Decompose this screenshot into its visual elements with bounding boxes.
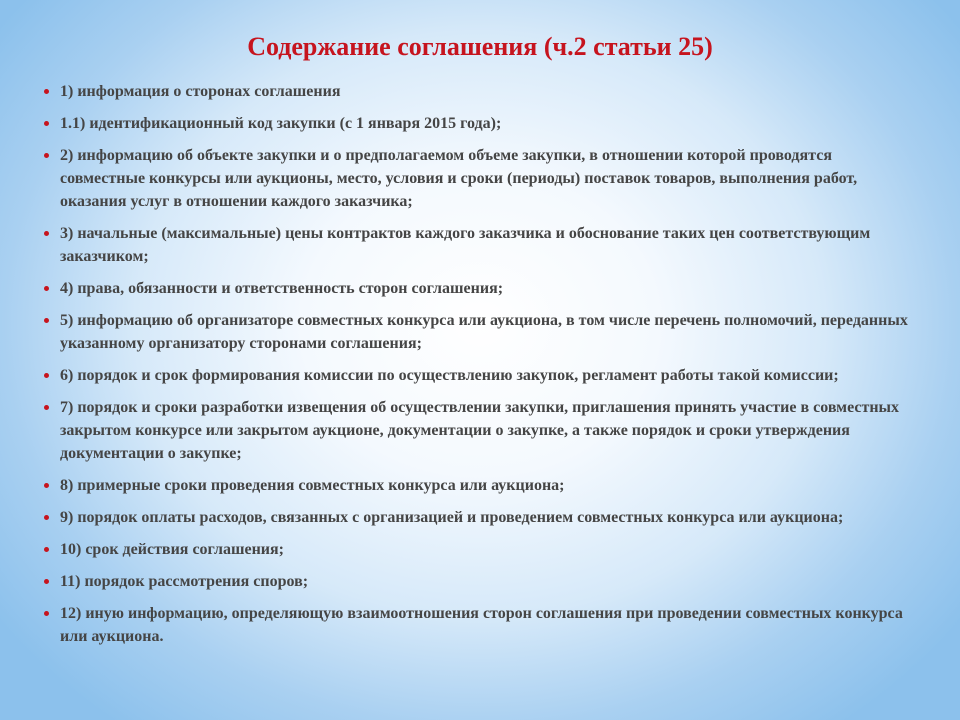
bullet-dot-icon [44,611,49,616]
list-item [40,80,920,103]
list-item-text: 5) информацию об организаторе совместных конкурса или аукциона, в том числе перечень полномочий, переданных указанному организатору сторонами соглашения; [60,312,908,352]
bullet-dot-icon [44,231,49,236]
bullet-dot-icon [44,318,49,323]
list-item [40,309,920,355]
list-item [40,277,920,300]
list-item-text: 1) информация о сторонах соглашения [60,83,341,100]
bullet-dot-icon [44,89,49,94]
list-item-text: 2) информацию об объекте закупки и о предполагаемом объеме закупки, в отношении которой проводятся совместные конкурсы или аукционы, место, условия и сроки (периоды) поставок товаров, выполнения работ, оказания услуг в отношении каждого заказчика; [60,147,858,210]
list-item [40,222,920,268]
slide-title: Содержание соглашения (ч.2 статьи 25) [247,32,713,61]
list-item-text: 3) начальные (максимальные) цены контрактов каждого заказчика и обоснование таких цен соответствующим заказчиком; [60,225,871,265]
list-item [40,112,920,135]
list-item-text: 7) порядок и сроки разработки извещения об осуществлении закупки, приглашения принять участие в совместных закрытом конкурсе или закрытом аукционе, документации о закупке, а также порядок и сроки утверждения документации о закупке; [60,399,900,462]
list-item-text: 8) примерные сроки проведения совместных конкурса или аукциона; [60,477,565,494]
list-item [40,570,920,593]
list-item-text: 6) порядок и срок формирования комиссии по осуществлению закупок, регламент работы такой комиссии; [60,367,839,384]
list-item-text: 1.1) идентификационный код закупки (с 1 января 2015 года); [60,115,502,132]
list-item [40,364,920,387]
list-item-text: 4) права, обязанности и ответственность сторон соглашения; [60,280,504,297]
bullet-dot-icon [44,121,49,126]
list-item [40,602,920,648]
list-item-text: 9) порядок оплаты расходов, связанных с организацией и проведением совместных конкурса или аукциона; [60,509,844,526]
list-item [40,396,920,465]
list-item [40,144,920,213]
list-item-text: 10) срок действия соглашения; [60,541,284,558]
bullet-dot-icon [44,286,49,291]
bullet-dot-icon [44,547,49,552]
list-item-text: 11) порядок рассмотрения споров; [60,573,309,590]
bullet-dot-icon [44,153,49,158]
bullet-dot-icon [44,373,49,378]
list-item-text: 12) иную информацию, определяющую взаимоотношения сторон соглашения при проведении совместных конкурса или аукциона. [60,605,903,645]
list-item [40,474,920,497]
bullet-dot-icon [44,405,49,410]
agreement-content-list [40,80,920,657]
list-item [40,538,920,561]
list-item [40,506,920,529]
bullet-dot-icon [44,515,49,520]
bullet-dot-icon [44,483,49,488]
bullet-dot-icon [44,579,49,584]
